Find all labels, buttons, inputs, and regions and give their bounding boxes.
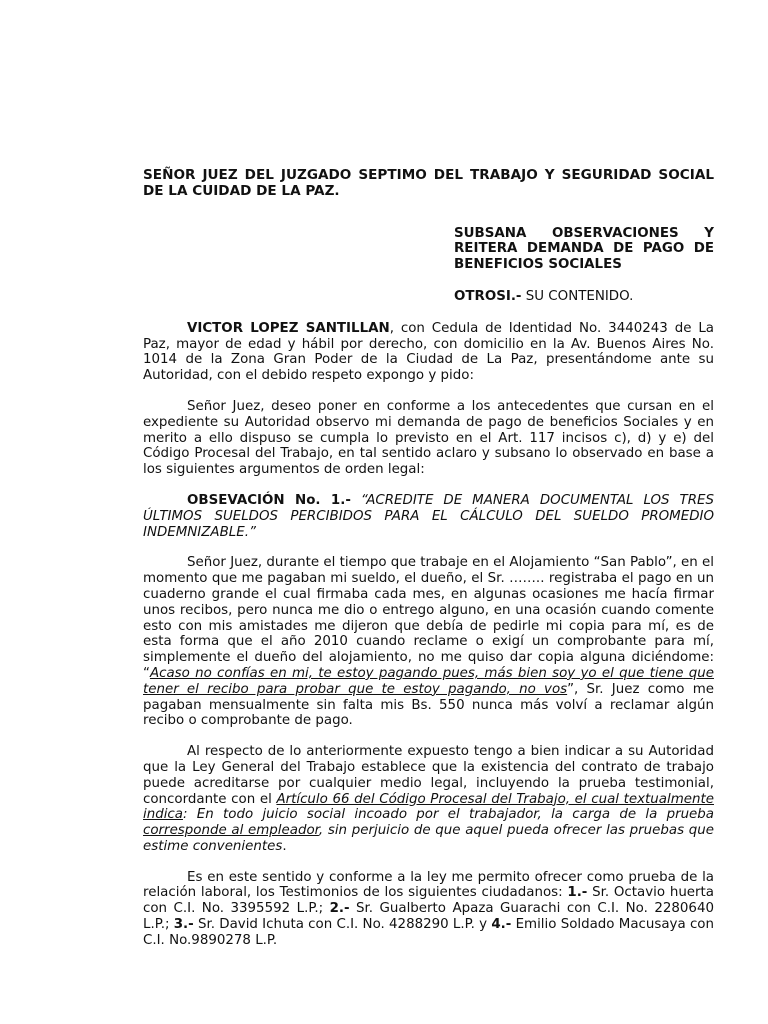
witness-1: Sr. Octavio huerta con C.I. No. 3395592 L.P.; [143,885,714,917]
paragraph-facts [143,555,714,729]
article-reference: Artículo 66 del Código Procesal del Trabajo, el cual textualmente indica [143,791,714,823]
paragraph-antecedents: Señor Juez, deseo poner en conforme a los antecedentes que cursan en el expediente su Autoridad observo mi demanda de pago de beneficios Sociales y en merito a ello dispuso se cumpla lo previsto en el Art. 117 incisos c), d) y e) del Código Procesal del Trabajo, en tal sentido aclaro y subsano lo observado en base a los siguientes argumentos de orden legal: [143,398,714,478]
legal-text-3: , sin perjuicio de que aquel pueda ofrecer las pruebas que estime convenientes [143,823,714,854]
otrosi-line [454,289,714,305]
observation-quote: “ACREDITE DE MANERA DOCUMENTAL LOS TRES ÚLTIMOS SUELDOS PERCIBIDOS PARA EL CÁLCULO DEL SUELDO PROMEDIO INDEMNIZABLE.” [143,492,714,540]
burden-of-proof: corresponde al empleador [143,823,319,839]
legal-text-2: : En todo juicio social incoado por el trabajador, la carga de la prueba [183,807,714,823]
witness-number-4: 4.- [491,917,512,933]
legal-text-1: Al respecto de lo anteriormente expuesto tengo a bien indicar a su Autoridad que la Ley General del Trabajo establece que la existencia del contrato de trabajo puede acreditarse por cualquier medio legal, incluyendo la prueba testimonial, concordante con el [143,744,714,807]
legal-document [143,168,714,949]
witness-intro: Es en este sentido y conforme a la ley me permito ofrecer como prueba de la relación laboral, los Testimonios de los siguientes ciudadanos: [143,869,714,901]
otrosi-label: OTROSI.- [454,288,522,304]
intro-text: , con Cedula de Identidad No. 3440243 de La Paz, mayor de edad y hábil por derecho, con domicilio en la Av. Buenos Aires No. 1014 de la Zona Gran Poder de la Ciudad de La Paz, presentándome ante su Autoridad, con el debido respeto expongo y pido: [143,320,714,384]
reference-subject: SUBSANA OBSERVACIONES Y REITERA DEMANDA DE PAGO DE BENEFICIOS SOCIALES [454,225,714,273]
witness-3: Sr. David Ichuta con C.I. No. 4288290 L.P. y [193,917,492,933]
paragraph-witnesses [143,870,714,949]
paragraph-legal-basis [143,744,714,855]
witness-number-3: 3.- [173,917,194,933]
petitioner-name: VICTOR LOPEZ SANTILLAN [187,320,390,336]
observation-label: OBSEVACIÓN No. 1.- [187,492,351,508]
otrosi-text: SU CONTENIDO. [521,288,634,304]
witness-2: Sr. Gualberto Apaza Guarachi con C.I. No. 2280640 L.P.; [143,901,714,933]
observation-paragraph [143,493,714,540]
witness-4: Emilio Soldado Macusaya con C.I. No.9890278 L.P. [143,917,714,948]
witness-number-1: 1.- [567,885,588,901]
intro-paragraph [143,321,714,384]
facts-text-1: Señor Juez, durante el tiempo que trabaje en el Alojamiento “San Pablo”, en el momento que me pagaban mi sueldo, el dueño, el Sr. …….. registraba el pago en un cuaderno grande el cual firmaba cada mes, en algunas ocasiones me hacía firmar unos recibos, pero nunca me dio o entrego alguno, en una ocasión cuando comente esto con mis amistades me dijeron que debía de pedirle mi copia para mí, es de esta forma que el año 2010 cuando reclame o exigí un comprobante para mí, simplemente el dueño del alojamiento, no me quiso dar copia alguna diciéndome: “ [143,555,714,681]
witness-number-2: 2.- [329,901,350,917]
owner-quote: Acaso no confías en mi, te estoy pagando pues, más bien soy yo el que tiene que tener el recibo para probar que te estoy pagando, no vos [143,665,714,697]
legal-text-end: . [282,838,287,854]
facts-text-2: ”, Sr. Juez como me pagaban mensualmente sin falta mis Bs. 550 nunca más volví a reclamar algún recibo o comprobante de pago. [143,681,714,729]
addressee-heading: SEÑOR JUEZ DEL JUZGADO SEPTIMO DEL TRABAJO Y SEGURIDAD SOCIAL DE LA CUIDAD DE LA PAZ. [143,167,714,199]
